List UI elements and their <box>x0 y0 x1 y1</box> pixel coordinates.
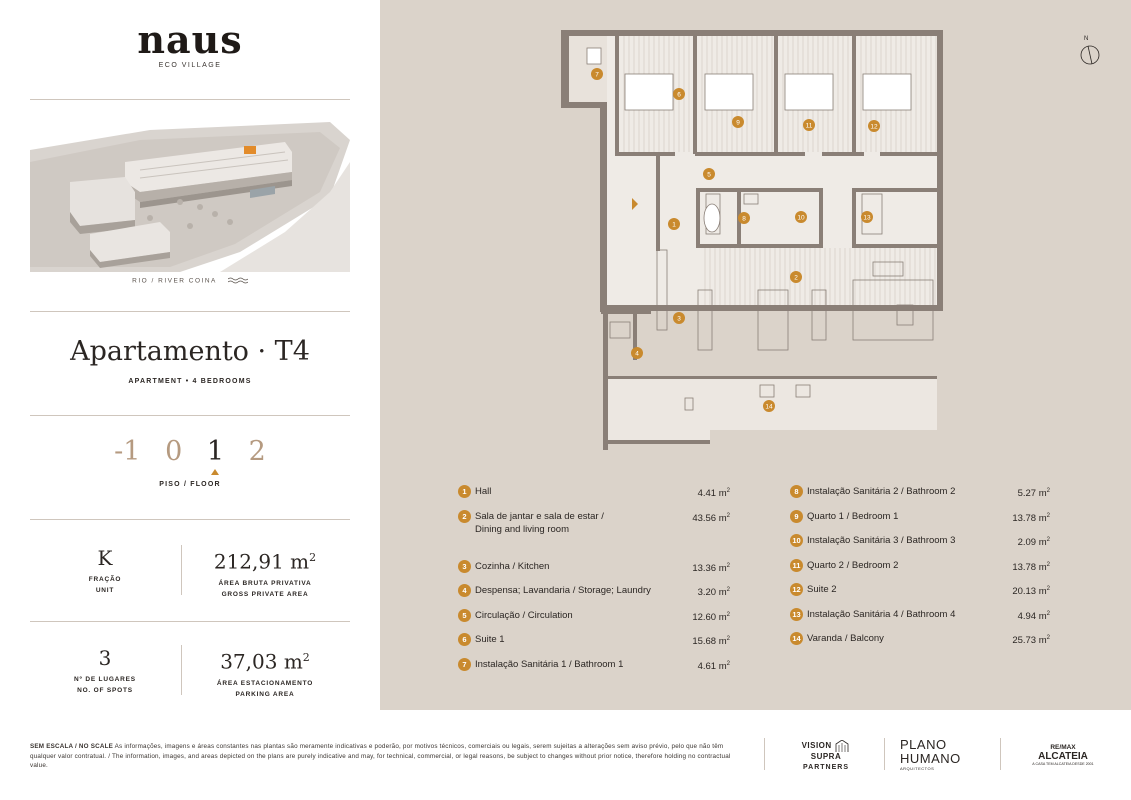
plano-humano-logo <box>900 738 970 771</box>
legend-number: 9 <box>790 510 803 523</box>
disclaimer-text: As informações, imagens e áreas constantes nas plantas são meramente indicativas e poderão, por motivos técnicos, comerciais ou legais, serem sujeitas a alterações sem aviso prévio, pelo que não têm qualquer valor contratual. / The information, images, and areas depicted on the plans are purely indicative and may, for technical, commercial, or legal reasons, be subject to changes without prior notice, therefore holding no contractual value. <box>30 743 731 769</box>
legend-label: Sala de jantar e sala de estar / Dining and living room <box>475 510 604 535</box>
partner1-name-c: PARTNERS <box>803 764 849 771</box>
room-marker-label: 12 <box>870 123 878 131</box>
legend-area: 15.68 $m^2$ <box>692 636 730 648</box>
spots-label-en: NO. OF SPOTS <box>77 687 133 694</box>
legend-number: 1 <box>458 485 471 498</box>
room-marker-label: 11 <box>805 122 813 130</box>
divider <box>1000 738 1001 770</box>
partner2-name-c: ARQUITECTOS <box>900 766 935 771</box>
room-marker-label: 14 <box>765 403 773 411</box>
room-marker-label: 10 <box>797 214 805 222</box>
legend-area: 2.09 $m^2$ <box>1017 537 1050 549</box>
partner3-name-b: ALCATEIA <box>1038 751 1088 762</box>
room-marker-label: 13 <box>863 214 871 222</box>
legend-item <box>790 534 1050 559</box>
legend-area: 3.20 $m^2$ <box>697 587 730 599</box>
room-marker-label: 3 <box>677 315 681 323</box>
footer <box>0 710 1131 800</box>
floor-current-value: 1 <box>206 436 225 467</box>
legend-item <box>458 510 730 560</box>
spots-value: 3 <box>98 646 112 670</box>
legend-number: 14 <box>790 632 803 645</box>
legend-label: Quarto 2 / Bedroom 2 <box>807 559 899 571</box>
vision-supra-logo <box>786 740 866 771</box>
floor-level: 0 <box>165 436 183 467</box>
legend-label: Instalação Sanitária 4 / Bathroom 4 <box>807 608 956 620</box>
room-marker-label: 5 <box>707 171 711 179</box>
parking-area-label-pt: ÁREA ESTACIONAMENTO <box>216 679 314 687</box>
legend-item <box>790 510 1050 535</box>
divider <box>30 415 350 416</box>
gross-area-stat <box>195 546 335 600</box>
floor-level: -1 <box>114 436 141 467</box>
apartment-title: Apartamento · T4 <box>70 336 310 367</box>
floor-marker-icon <box>211 469 219 475</box>
info-column <box>0 0 380 710</box>
wave-icon <box>228 277 248 285</box>
legend-item <box>458 658 730 683</box>
floor-label: PISO / FLOOR <box>159 481 221 488</box>
legend-area: 12.60 $m^2$ <box>692 611 730 623</box>
legend-number: 10 <box>790 534 803 547</box>
gross-area-value: 212,91 m <box>213 549 310 574</box>
legend-number: 6 <box>458 633 471 646</box>
legend-area: 4.41 $m^2$ <box>697 488 730 500</box>
legend-label: Cozinha / Kitchen <box>475 560 550 572</box>
legend-area: 20.13 $m^2$ <box>1012 586 1050 598</box>
legend-number: 5 <box>458 609 471 622</box>
building-icon <box>834 740 850 752</box>
legend-label: Varanda / Balcony <box>807 633 884 644</box>
legend-number: 12 <box>790 583 803 596</box>
legend-label: Suite 1 <box>475 634 505 645</box>
parking-area-label-en: PARKING AREA <box>235 690 295 698</box>
divider <box>181 645 182 695</box>
divider <box>30 99 350 100</box>
partner3-name-c: A CASA TEM ALCATEIA DESDE 2001 <box>1032 762 1094 766</box>
divider <box>181 545 182 595</box>
brand-logo <box>0 17 380 69</box>
legend-area: 25.73 $m^2$ <box>1012 635 1050 647</box>
room-legend-right <box>790 485 1050 657</box>
divider <box>30 311 350 312</box>
legend-label: Circulação / Circulation <box>475 609 573 621</box>
river-text: RIO / RIVER COINA <box>132 277 217 285</box>
partner3-name-a: RE/MAX <box>1050 744 1076 751</box>
compass-icon <box>1080 33 1106 67</box>
unit-value: K <box>97 546 113 570</box>
floor-plan-panel <box>380 0 1131 710</box>
unit-label-pt: FRAÇÃO <box>88 576 122 583</box>
room-marker-label: 1 <box>672 221 676 229</box>
legend-item <box>458 633 730 658</box>
divider <box>30 519 350 520</box>
partner2-name-b: HUMANO <box>900 751 961 766</box>
legend-number: 4 <box>458 584 471 597</box>
legend-number: 11 <box>790 559 803 572</box>
parking-spots-stat <box>50 646 160 696</box>
legend-item <box>790 608 1050 633</box>
brand-name: naus <box>137 17 243 62</box>
divider <box>30 621 350 622</box>
aerial-render <box>30 122 350 272</box>
spots-label-pt: Nº DE LUGARES <box>74 676 136 683</box>
unit-label-en: UNIT <box>95 587 115 594</box>
parking-area-value: 37,03 m <box>220 649 303 674</box>
legend-label: Instalação Sanitária 1 / Bathroom 1 <box>475 658 624 670</box>
floor-level: 2 <box>248 436 266 467</box>
room-marker-label: 6 <box>677 91 681 99</box>
room-marker-label: 7 <box>595 71 599 79</box>
legend-area: 13.78 $m^2$ <box>1012 512 1050 524</box>
partner2-name-a: PLANO <box>900 737 947 752</box>
legend-area: 43.56 $m^2$ <box>692 512 730 524</box>
room-marker-label: 8 <box>742 215 746 223</box>
partner1-name-b: SUPRA <box>810 752 842 761</box>
legend-number: 2 <box>458 510 471 523</box>
legend-item <box>790 632 1050 657</box>
compass-label: N <box>1084 36 1089 42</box>
room-marker-label: 2 <box>794 274 798 282</box>
legend-number: 8 <box>790 485 803 498</box>
legend-label: Suite 2 <box>807 584 837 595</box>
legend-number: 3 <box>458 560 471 573</box>
legend-label: Hall <box>475 486 492 497</box>
disclaimer <box>30 742 745 771</box>
legend-area: 13.36 $m^2$ <box>692 562 730 574</box>
divider <box>764 738 765 770</box>
legend-area: 5.27 $m^2$ <box>1017 488 1050 500</box>
remax-logo <box>1018 744 1108 766</box>
room-marker-label: 4 <box>635 350 639 358</box>
legend-item <box>458 560 730 585</box>
legend-item <box>458 485 730 510</box>
legend-label: Instalação Sanitária 3 / Bathroom 3 <box>807 535 956 546</box>
disclaimer-title: SEM ESCALA / NO SCALE <box>30 743 114 750</box>
legend-item <box>790 583 1050 608</box>
floor-plan <box>380 0 1131 480</box>
legend-item <box>458 584 730 609</box>
legend-label: Quarto 1 / Bedroom 1 <box>807 510 899 522</box>
room-legend-left <box>458 485 730 682</box>
floor-level-current <box>207 436 224 467</box>
unit-stat <box>50 546 160 596</box>
parking-area-stat <box>195 646 335 700</box>
room-marker-label: 9 <box>736 119 740 127</box>
legend-area: 4.94 $m^2$ <box>1017 610 1050 622</box>
floor-selector <box>0 436 380 467</box>
legend-item <box>458 609 730 634</box>
legend-area: 13.78 $m^2$ <box>1012 561 1050 573</box>
apartment-subtitle: APARTMENT • 4 BEDROOMS <box>128 378 252 385</box>
divider <box>884 738 885 770</box>
gross-area-sup: 2 <box>309 551 317 564</box>
partner1-name-a: VISION <box>801 741 832 751</box>
legend-number: 13 <box>790 608 803 621</box>
legend-item <box>790 485 1050 510</box>
legend-item <box>790 559 1050 584</box>
legend-number: 7 <box>458 658 471 671</box>
parking-area-sup: 2 <box>302 651 310 664</box>
river-label <box>0 277 380 285</box>
gross-area-label-pt: ÁREA BRUTA PRIVATIVA <box>218 579 312 587</box>
legend-label: Despensa; Lavandaria / Storage; Laundry <box>475 585 651 596</box>
legend-area: 4.61 $m^2$ <box>697 660 730 672</box>
legend-label: Instalação Sanitária 2 / Bathroom 2 <box>807 486 956 497</box>
brand-tagline: ECO VILLAGE <box>158 62 222 69</box>
gross-area-label-en: GROSS PRIVATE AREA <box>221 590 309 598</box>
